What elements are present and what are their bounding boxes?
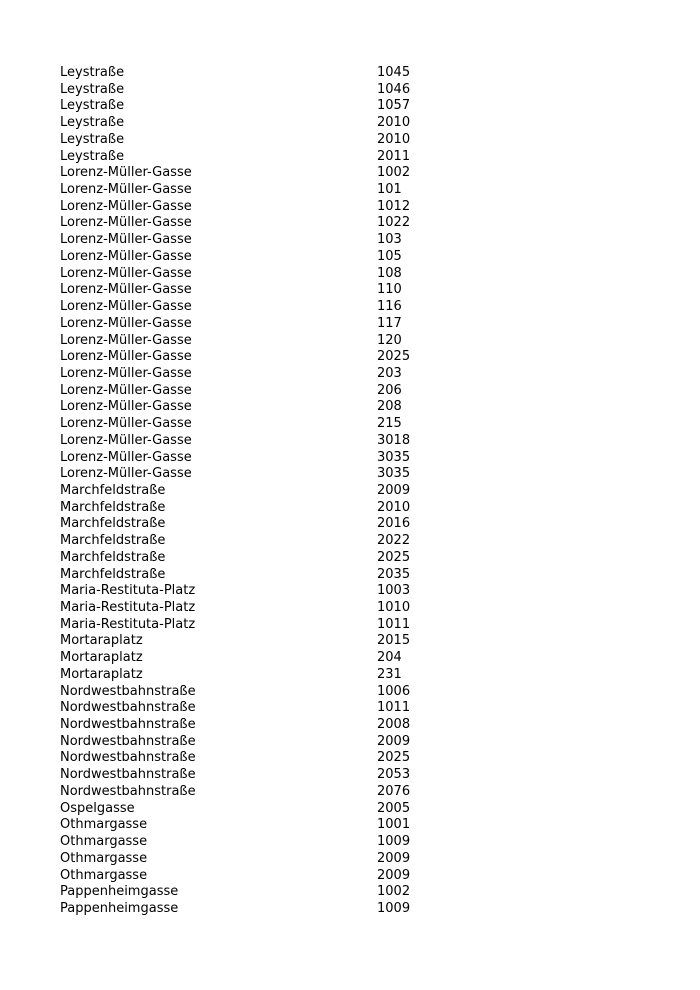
- house-number: 2008: [377, 717, 411, 733]
- house-number: 204: [377, 650, 402, 666]
- list-row: [0, 182, 700, 199]
- list-row: [0, 700, 700, 717]
- list-row: [0, 399, 700, 416]
- street-name: Pappenheimgasse: [60, 900, 179, 916]
- list-row: [0, 650, 700, 667]
- house-number: 2009: [377, 482, 411, 498]
- street-name: Othmargasse: [60, 867, 148, 883]
- street-name: Lorenz-Müller-Gasse: [60, 282, 192, 298]
- house-number: 2009: [377, 733, 411, 749]
- house-number: 117: [377, 315, 402, 331]
- address-list: [0, 65, 700, 918]
- street-name: Lorenz-Müller-Gasse: [60, 332, 192, 348]
- list-row: [0, 316, 700, 333]
- street-name: Lorenz-Müller-Gasse: [60, 232, 192, 248]
- list-row: [0, 115, 700, 132]
- street-name: Leystraße: [60, 131, 125, 147]
- list-row: [0, 633, 700, 650]
- street-name: Leystraße: [60, 81, 125, 97]
- house-number: 2025: [377, 549, 411, 565]
- list-row: [0, 851, 700, 868]
- street-name: Lorenz-Müller-Gasse: [60, 315, 192, 331]
- street-name: Lorenz-Müller-Gasse: [60, 198, 192, 214]
- list-row: [0, 901, 700, 918]
- house-number: 2010: [377, 499, 411, 515]
- house-number: 231: [377, 666, 402, 682]
- street-name: Nordwestbahnstraße: [60, 750, 196, 766]
- street-name: Lorenz-Müller-Gasse: [60, 466, 192, 482]
- list-row: [0, 232, 700, 249]
- street-name: Marchfeldstraße: [60, 566, 166, 582]
- street-name: Marchfeldstraße: [60, 499, 166, 515]
- street-name: Lorenz-Müller-Gasse: [60, 299, 192, 315]
- list-row: [0, 349, 700, 366]
- street-name: Nordwestbahnstraße: [60, 767, 196, 783]
- house-number: 120: [377, 332, 402, 348]
- house-number: 3035: [377, 449, 411, 465]
- street-name: Lorenz-Müller-Gasse: [60, 449, 192, 465]
- street-name: Nordwestbahnstraße: [60, 683, 196, 699]
- list-row: [0, 416, 700, 433]
- list-row: [0, 500, 700, 517]
- list-row: [0, 266, 700, 283]
- street-name: Marchfeldstraße: [60, 482, 166, 498]
- street-name: Othmargasse: [60, 850, 148, 866]
- street-name: Lorenz-Müller-Gasse: [60, 215, 192, 231]
- house-number: 2005: [377, 800, 411, 816]
- list-row: [0, 366, 700, 383]
- house-number: 1009: [377, 900, 411, 916]
- house-number: 1002: [377, 165, 411, 181]
- house-number: 2022: [377, 533, 411, 549]
- house-number: 1003: [377, 583, 411, 599]
- house-number: 1006: [377, 683, 411, 699]
- list-row: [0, 516, 700, 533]
- house-number: 2076: [377, 783, 411, 799]
- house-number: 2010: [377, 131, 411, 147]
- street-name: Lorenz-Müller-Gasse: [60, 432, 192, 448]
- house-number: 108: [377, 265, 402, 281]
- house-number: 2015: [377, 633, 411, 649]
- house-number: 2016: [377, 516, 411, 532]
- list-row: [0, 433, 700, 450]
- street-name: Nordwestbahnstraße: [60, 700, 196, 716]
- house-number: 1057: [377, 98, 411, 114]
- house-number: 2009: [377, 850, 411, 866]
- house-number: 203: [377, 365, 402, 381]
- house-number: 1045: [377, 65, 411, 80]
- list-row: [0, 734, 700, 751]
- street-name: Maria-Restituta-Platz: [60, 583, 196, 599]
- list-row: [0, 784, 700, 801]
- list-row: [0, 617, 700, 634]
- street-name: Leystraße: [60, 65, 125, 80]
- list-row: [0, 550, 700, 567]
- list-row: [0, 717, 700, 734]
- house-number: 1022: [377, 215, 411, 231]
- house-number: 2053: [377, 767, 411, 783]
- list-row: [0, 98, 700, 115]
- house-number: 105: [377, 248, 402, 264]
- house-number: 1012: [377, 198, 411, 214]
- street-name: Leystraße: [60, 115, 125, 131]
- list-row: [0, 466, 700, 483]
- house-number: 103: [377, 232, 402, 248]
- street-name: Othmargasse: [60, 817, 148, 833]
- house-number: 110: [377, 282, 402, 298]
- house-number: 1009: [377, 834, 411, 850]
- house-number: 1001: [377, 817, 411, 833]
- house-number: 208: [377, 399, 402, 415]
- house-number: 1046: [377, 81, 411, 97]
- street-name: Lorenz-Müller-Gasse: [60, 349, 192, 365]
- street-name: Ospelgasse: [60, 800, 135, 816]
- house-number: 1011: [377, 616, 411, 632]
- street-name: Leystraße: [60, 148, 125, 164]
- list-row: [0, 667, 700, 684]
- street-name: Maria-Restituta-Platz: [60, 616, 196, 632]
- street-name: Lorenz-Müller-Gasse: [60, 265, 192, 281]
- street-name: Lorenz-Müller-Gasse: [60, 416, 192, 432]
- house-number: 1011: [377, 700, 411, 716]
- street-name: Nordwestbahnstraße: [60, 783, 196, 799]
- list-row: [0, 249, 700, 266]
- street-name: Marchfeldstraße: [60, 533, 166, 549]
- house-number: 2009: [377, 867, 411, 883]
- list-row: [0, 884, 700, 901]
- list-row: [0, 132, 700, 149]
- list-row: [0, 149, 700, 166]
- list-row: [0, 801, 700, 818]
- list-row: [0, 65, 700, 82]
- list-row: [0, 483, 700, 500]
- house-number: 2025: [377, 750, 411, 766]
- street-name: Maria-Restituta-Platz: [60, 600, 196, 615]
- list-row: [0, 165, 700, 182]
- list-row: [0, 750, 700, 767]
- street-name: Lorenz-Müller-Gasse: [60, 182, 192, 198]
- list-row: [0, 450, 700, 467]
- street-name: Mortaraplatz: [60, 650, 143, 666]
- street-name: Mortaraplatz: [60, 633, 143, 649]
- list-row: [0, 199, 700, 216]
- house-number: 206: [377, 382, 402, 398]
- list-row: [0, 767, 700, 784]
- house-number: 3018: [377, 432, 411, 448]
- street-name: Lorenz-Müller-Gasse: [60, 248, 192, 264]
- house-number: 2011: [377, 148, 411, 164]
- list-row: [0, 684, 700, 701]
- list-row: [0, 868, 700, 885]
- street-name: Pappenheimgasse: [60, 884, 179, 900]
- street-name: Nordwestbahnstraße: [60, 717, 196, 733]
- street-name: Marchfeldstraße: [60, 549, 166, 565]
- street-name: Lorenz-Müller-Gasse: [60, 165, 192, 181]
- list-row: [0, 567, 700, 584]
- house-number: 2025: [377, 349, 411, 365]
- house-number: 1010: [377, 600, 411, 615]
- house-number: 101: [377, 182, 402, 198]
- street-name: Lorenz-Müller-Gasse: [60, 365, 192, 381]
- list-row: [0, 82, 700, 99]
- house-number: 215: [377, 416, 402, 432]
- house-number: 3035: [377, 466, 411, 482]
- street-name: Lorenz-Müller-Gasse: [60, 399, 192, 415]
- list-row: [0, 299, 700, 316]
- list-row: [0, 600, 700, 617]
- house-number: 2010: [377, 115, 411, 131]
- list-row: [0, 215, 700, 232]
- street-name: Leystraße: [60, 98, 125, 114]
- street-name: Lorenz-Müller-Gasse: [60, 382, 192, 398]
- list-row: [0, 817, 700, 834]
- house-number: 1002: [377, 884, 411, 900]
- house-number: 2035: [377, 566, 411, 582]
- street-name: Othmargasse: [60, 834, 148, 850]
- list-row: [0, 533, 700, 550]
- street-name: Nordwestbahnstraße: [60, 733, 196, 749]
- house-number: 116: [377, 299, 402, 315]
- street-name: Mortaraplatz: [60, 666, 143, 682]
- list-row: [0, 282, 700, 299]
- list-row: [0, 583, 700, 600]
- list-row: [0, 834, 700, 851]
- street-name: Marchfeldstraße: [60, 516, 166, 532]
- list-row: [0, 333, 700, 350]
- list-row: [0, 383, 700, 400]
